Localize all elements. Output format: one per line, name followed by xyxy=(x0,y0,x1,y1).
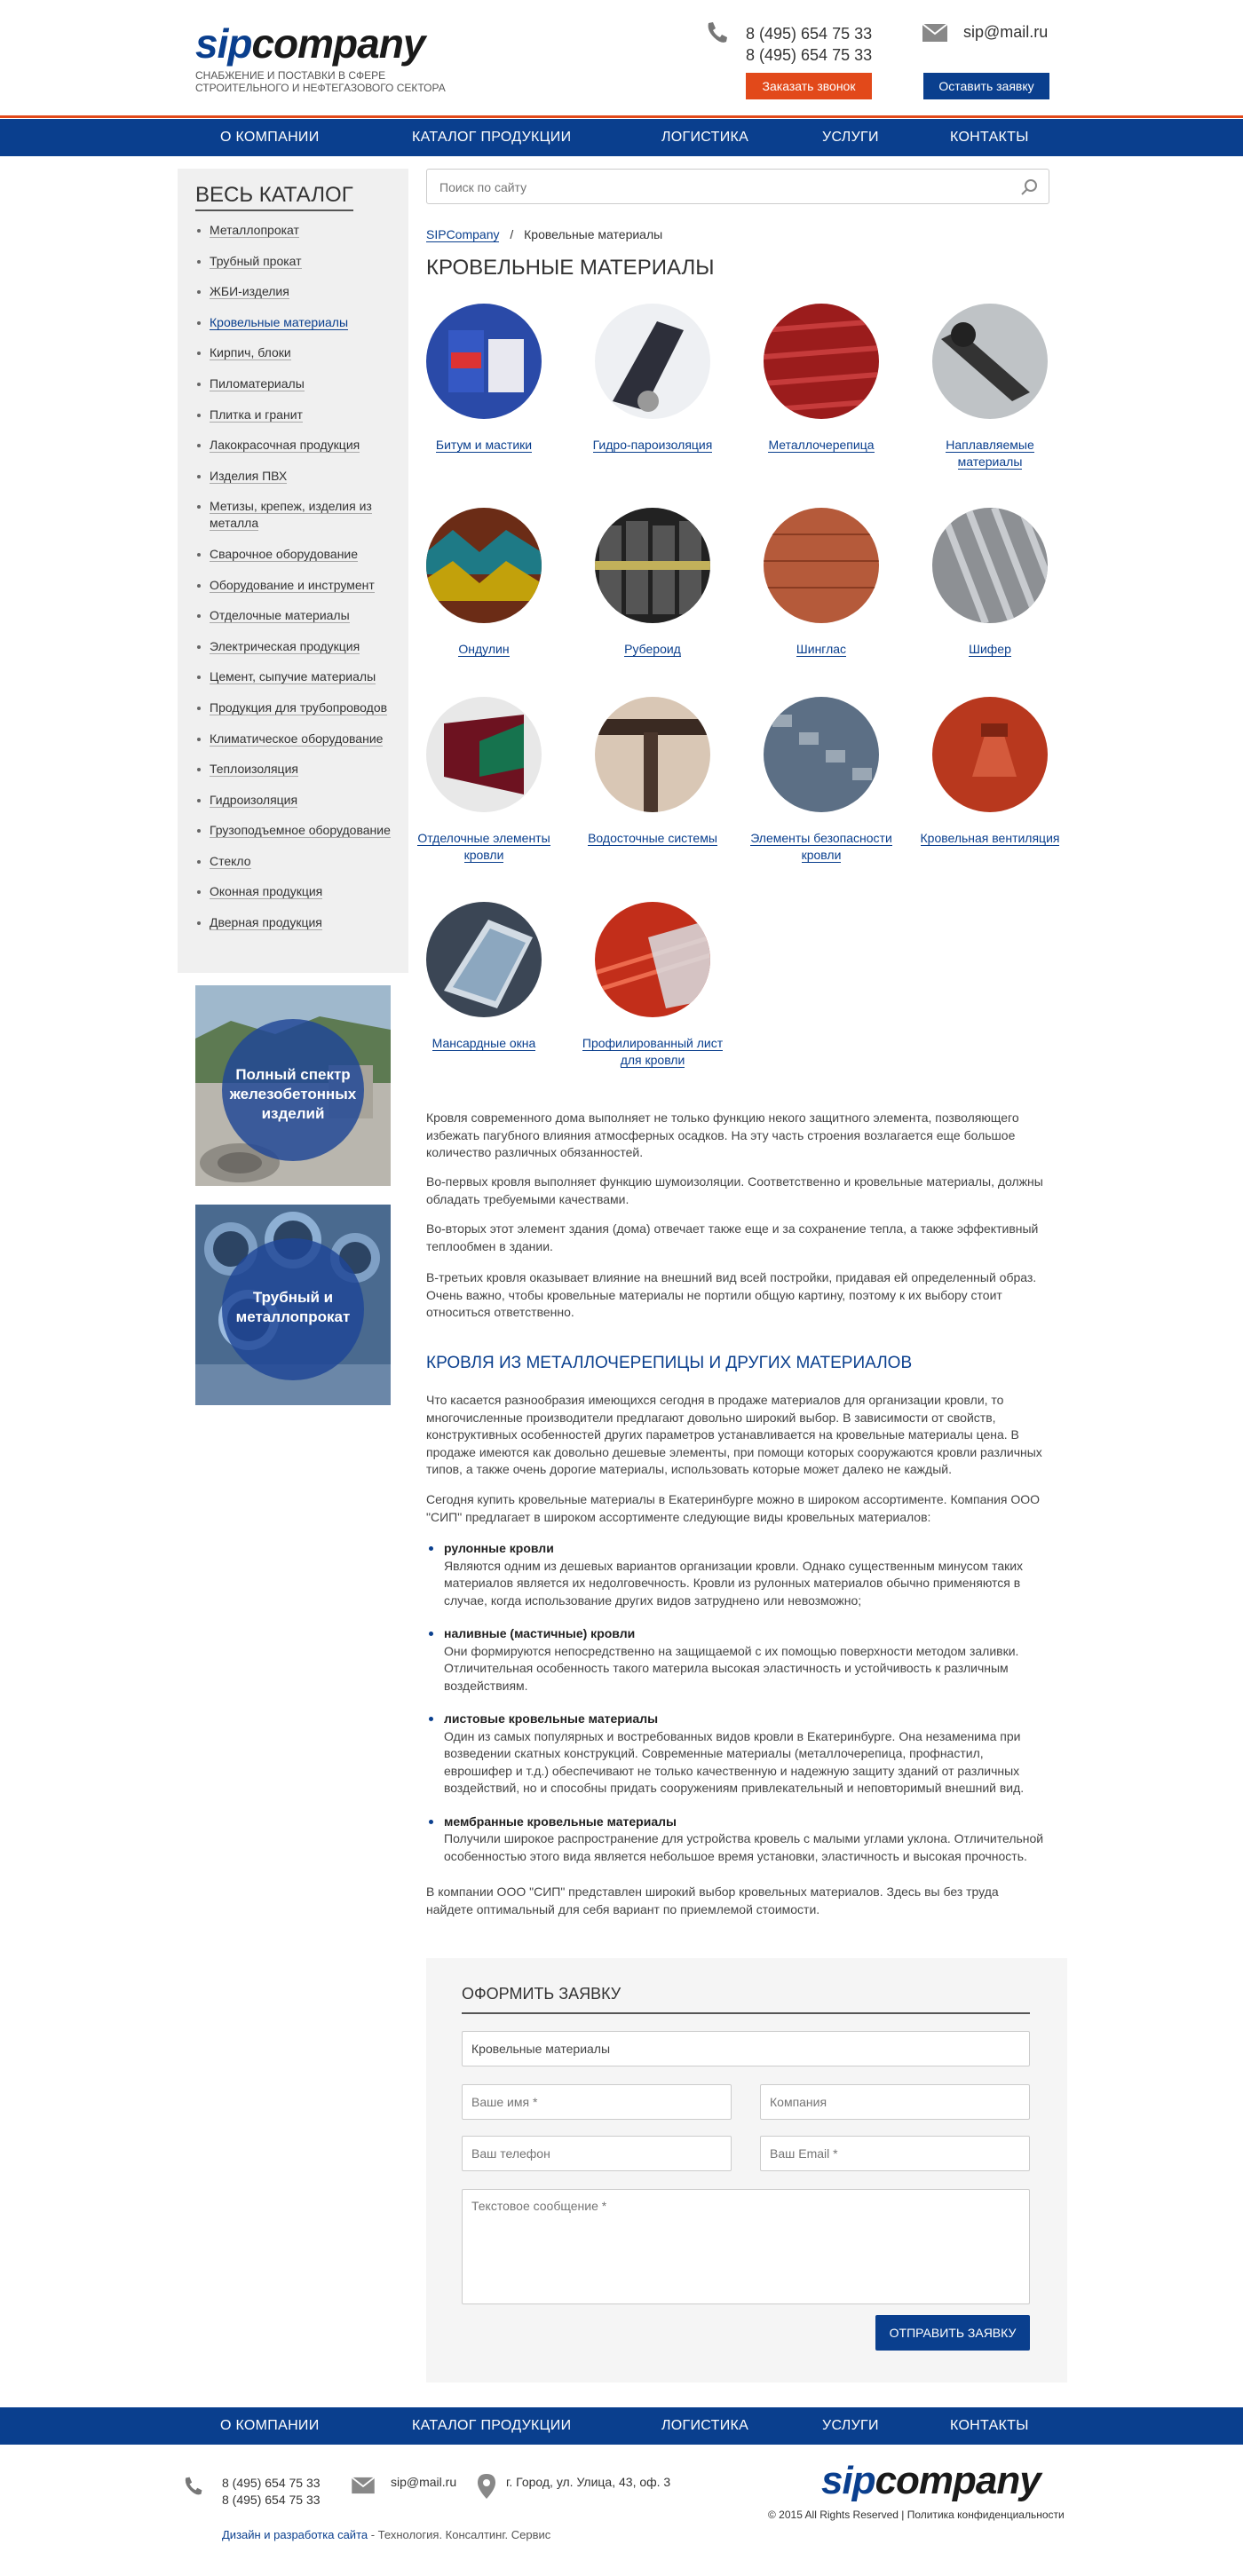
section-paragraph-2: Сегодня купить кровельные материалы в Екатеринбурге можно в широком ассортименте. Компания ООО "СИП" предлагает в широком ассортименте следующие виды кровельных материалов: xyxy=(426,1492,1041,1524)
category-label[interactable] xyxy=(746,641,897,658)
list-item xyxy=(426,1540,1052,1609)
footer-copyright[interactable]: © 2015 All Rights Reserved | Политика конфиденциальности xyxy=(768,2509,1065,2521)
category-card[interactable] xyxy=(577,902,728,1069)
category-label[interactable] xyxy=(577,437,728,454)
logo-company: company xyxy=(251,20,425,67)
sidebar-item-label: Изделия ПВХ xyxy=(210,468,288,483)
category-label-text: Профилированный лист для кровли xyxy=(582,1036,724,1067)
category-card[interactable] xyxy=(914,697,1065,847)
sidebar-item[interactable] xyxy=(195,638,400,655)
header-phones xyxy=(746,23,872,66)
sidebar-item[interactable] xyxy=(195,546,400,563)
category-image[interactable] xyxy=(595,902,710,1017)
category-image[interactable] xyxy=(426,508,542,623)
category-label[interactable] xyxy=(914,830,1065,847)
category-label[interactable] xyxy=(408,437,559,454)
category-image[interactable] xyxy=(932,508,1048,623)
sidebar-item[interactable] xyxy=(195,822,400,839)
nav-catalog[interactable]: КАТАЛОГ ПРОДУКЦИИ xyxy=(412,130,572,145)
footer-nav-services[interactable]: УСЛУГИ xyxy=(822,2418,879,2433)
sidebar-list xyxy=(195,222,400,945)
category-image[interactable] xyxy=(932,697,1048,812)
breadcrumb xyxy=(426,227,662,241)
sidebar-item[interactable] xyxy=(195,607,400,624)
breadcrumb-separator: / xyxy=(510,227,514,241)
category-image[interactable] xyxy=(764,697,879,812)
header-phone-1[interactable]: 8 (495) 654 75 33 xyxy=(746,25,873,43)
sidebar-item[interactable] xyxy=(195,761,400,778)
sidebar-item[interactable] xyxy=(195,577,400,594)
footer-logo-company: company xyxy=(875,2459,1041,2502)
list-item-title: листовые кровельные материалы xyxy=(444,1711,659,1726)
header-accent-line xyxy=(0,115,1243,118)
category-image[interactable] xyxy=(932,304,1048,419)
footer-developer xyxy=(222,2528,550,2541)
category-card[interactable] xyxy=(408,697,559,864)
category-card[interactable] xyxy=(577,508,728,658)
sidebar-item-label: Трубный прокат xyxy=(210,253,302,268)
category-card[interactable] xyxy=(746,304,897,454)
sidebar-item[interactable] xyxy=(195,407,400,423)
category-card[interactable] xyxy=(408,304,559,454)
sidebar-title: ВЕСЬ КАТАЛОГ xyxy=(195,183,353,211)
logo-sip: sip xyxy=(195,20,252,67)
nav-logistics[interactable]: ЛОГИСТИКА xyxy=(661,130,749,145)
tagline: СНАБЖЕНИЕ И ПОСТАВКИ В СФЕРЕ СТРОИТЕЛЬНОГО И НЕФТЕГАЗОВОГО СЕКТОРА xyxy=(195,69,446,94)
phone-field[interactable] xyxy=(462,2136,732,2171)
list-item xyxy=(426,1711,1052,1798)
sidebar-item-label: Пиломатериалы xyxy=(210,375,305,391)
leave-request-button[interactable]: Оставить заявку xyxy=(923,73,1049,99)
developer-text: - Технология. Консалтинг. Сервис xyxy=(368,2528,551,2541)
sidebar-item[interactable] xyxy=(195,437,400,454)
company-field[interactable] xyxy=(760,2084,1030,2120)
sidebar-item-label: Кирпич, блоки xyxy=(210,345,291,360)
breadcrumb-current: Кровельные материалы xyxy=(524,227,663,241)
sidebar-item-label: Метизы, крепеж, изделия из металла xyxy=(210,499,372,531)
list-item-title: рулонные кровли xyxy=(444,1541,554,1555)
sidebar-item-label: Оборудование и инструмент xyxy=(210,577,375,592)
footer-logo[interactable] xyxy=(821,2459,1041,2503)
footer-nav-contacts[interactable]: КОНТАКТЫ xyxy=(950,2418,1029,2433)
category-label-text: Гидро-пароизоляция xyxy=(592,438,713,452)
sidebar-item[interactable] xyxy=(195,375,400,392)
sidebar-item[interactable] xyxy=(195,883,400,900)
category-label[interactable] xyxy=(577,641,728,658)
search-box xyxy=(426,169,1049,204)
sidebar-item-label: Сварочное оборудование xyxy=(210,546,359,561)
category-card[interactable] xyxy=(577,697,728,847)
category-label[interactable] xyxy=(746,437,897,454)
sidebar-item[interactable] xyxy=(195,468,400,485)
sidebar-item-label: ЖБИ-изделия xyxy=(210,284,289,299)
category-image[interactable] xyxy=(595,304,710,419)
category-card[interactable] xyxy=(746,508,897,658)
list-item xyxy=(426,1625,1052,1695)
sidebar-item[interactable] xyxy=(195,853,400,870)
sidebar-item-label: Отделочные материалы xyxy=(210,608,350,623)
sidebar-item-label: Лакокрасочная продукция xyxy=(210,438,360,453)
footer-email[interactable]: sip@mail.ru xyxy=(391,2475,457,2489)
sidebar-item-label: Дверная продукция xyxy=(210,915,322,930)
footer-nav-catalog[interactable]: КАТАЛОГ ПРОДУКЦИИ xyxy=(412,2418,572,2433)
banner-concrete-text: Полный спектр железобетонных изделий xyxy=(229,1066,357,1122)
category-label[interactable] xyxy=(914,437,1065,470)
category-label[interactable] xyxy=(914,641,1065,658)
category-image[interactable] xyxy=(764,508,879,623)
category-label-text: Водосточные системы xyxy=(588,831,717,845)
footer-phone-icon xyxy=(181,2475,204,2498)
header-phone-2[interactable]: 8 (495) 654 75 33 xyxy=(746,46,873,64)
mail-icon xyxy=(922,23,948,43)
developer-link[interactable]: Дизайн и разработка сайта xyxy=(222,2528,368,2541)
page-title: КРОВЕЛЬНЫЕ МАТЕРИАЛЫ xyxy=(426,256,715,280)
category-label-text: Элементы безопасности кровли xyxy=(750,831,892,862)
sidebar-item[interactable] xyxy=(195,914,400,931)
sidebar-item-label: Плитка и гранит xyxy=(210,407,303,422)
email-field[interactable] xyxy=(760,2136,1030,2171)
sidebar-item[interactable] xyxy=(195,731,400,747)
category-image[interactable] xyxy=(426,697,542,812)
category-label[interactable] xyxy=(408,1035,559,1052)
category-image[interactable] xyxy=(426,304,542,419)
category-label[interactable] xyxy=(408,641,559,658)
sidebar-item-label: Климатическое оборудование xyxy=(210,731,384,746)
subject-field[interactable] xyxy=(462,2031,1030,2066)
category-image[interactable] xyxy=(595,508,710,623)
category-label[interactable] xyxy=(746,830,897,864)
category-label-text: Ондулин xyxy=(458,642,510,656)
footer-address: г. Город, ул. Улица, 43, оф. 3 xyxy=(506,2475,671,2489)
intro-paragraph-4: В-третьих кровля оказывает влияние на внешний вид всей постройки, придавая ей определенный образ. Очень важно, чтобы кровельные материалы не портили общую картину, поэтому к их выбору стоит относиться ответственно. xyxy=(426,1270,1037,1319)
sidebar-item-label: Грузоподъемное оборудование xyxy=(210,823,391,838)
section-paragraph-1: Что касается разнообразия имеющихся сегодня в продаже материалов для организации кровли, то многочисленные производители предлагают довольно широкий выбор. В зависимости от свойств, конструктивных особенностей других параметров устанавливается на кровельные материалы цена. В продаже имеются как довольно дешевые элементы, при помощи которых сооружаются кровли различных типов, а также очень дорогие материалы, использовать которые может далеко не каждый. xyxy=(426,1393,1042,1476)
top-nav xyxy=(0,119,1243,156)
list-item-text: Являются одним из дешевых вариантов организации кровли. Однако существенным минусом таких материалов является их недолговечность. Кровли из рулонных материалов обычно применяются в случае, когда использование других видов затруднено или невозможно; xyxy=(444,1558,1024,1608)
list-item-text: Получили широкое распространение для устройства кровель с малыми углами уклона. Отличительной особенностью этого вида является небольшое время установки, эластичность и высокая прочность. xyxy=(444,1831,1044,1863)
sidebar-item-label: Электрическая продукция xyxy=(210,638,360,653)
sidebar-item-label: Гидроизоляция xyxy=(210,792,298,807)
header xyxy=(0,0,1243,114)
category-card[interactable] xyxy=(408,902,559,1052)
sidebar-item-label: Кровельные материалы xyxy=(210,314,349,329)
category-label-text: Шинглас xyxy=(796,642,847,656)
banner-concrete[interactable] xyxy=(195,985,391,1186)
category-card[interactable] xyxy=(577,304,728,454)
phone-icon xyxy=(703,20,730,46)
form-title: ОФОРМИТЬ ЗАЯВКУ xyxy=(462,1985,1030,2014)
closing-paragraph: В компании ООО "СИП" представлен широкий выбор кровельных материалов. Здесь вы без труда найдете оптимальный для себя вариант по приемлемой стоимости. xyxy=(426,1885,999,1916)
sidebar-item[interactable] xyxy=(195,792,400,809)
intro-paragraph-1: Кровля современного дома выполняет не только функцию некого защитного элемента, позволяющего избежать пагубного влияния атмосферных осадков. На эту часть строения возлагается еще большое количество различных обязанностей. xyxy=(426,1110,1019,1159)
sidebar-item[interactable] xyxy=(195,498,400,532)
footer-nav xyxy=(0,2407,1243,2445)
name-field[interactable] xyxy=(462,2084,732,2120)
category-image[interactable] xyxy=(764,304,879,419)
category-label-text: Металлочерепица xyxy=(768,438,875,452)
list-item-text: Один из самых популярных и востребованных видов кровли в Екатеринбурге. Она незаменима при возведении скатных конструкций. Современные материалы (металлочерепица, профнастил, еврошифер и т.д.) обеспечивают не только качественную и надежную защиту зданий от различных воздействий, но и способны придать сооружениям привлекательный и неповторимый внешний вид. xyxy=(444,1728,1025,1795)
category-image[interactable] xyxy=(595,697,710,812)
category-label-text: Наплавляемые материалы xyxy=(946,438,1034,469)
sidebar-item[interactable] xyxy=(195,314,400,331)
submit-request-button[interactable]: ОТПРАВИТЬ ЗАЯВКУ xyxy=(875,2315,1030,2351)
category-card[interactable] xyxy=(914,508,1065,658)
footer-phone-1[interactable]: 8 (495) 654 75 33 xyxy=(222,2476,321,2490)
footer-mail-icon xyxy=(351,2477,376,2494)
category-label-text: Рубероид xyxy=(624,642,681,656)
category-image[interactable] xyxy=(426,902,542,1017)
breadcrumb-home[interactable]: SIPCompany xyxy=(426,227,500,241)
category-card[interactable] xyxy=(914,304,1065,470)
footer-phone-2[interactable]: 8 (495) 654 75 33 xyxy=(222,2493,321,2507)
catalog-sidebar xyxy=(178,169,408,973)
nav-about[interactable]: О КОМПАНИИ xyxy=(220,130,320,145)
sidebar-item-label: Цемент, сыпучие материалы xyxy=(210,669,376,684)
search-icon[interactable] xyxy=(1018,177,1040,198)
nav-contacts[interactable]: КОНТАКТЫ xyxy=(950,130,1029,145)
category-label[interactable] xyxy=(408,830,559,864)
intro-paragraph-2: Во-первых кровля выполняет функцию шумоизоляции. Соответственно и кровельные материалы, должны обладать требуемыми качествами. xyxy=(426,1174,1043,1206)
sidebar-item[interactable] xyxy=(195,222,400,239)
header-email[interactable]: sip@mail.ru xyxy=(963,23,1049,41)
message-field[interactable] xyxy=(462,2189,1030,2304)
nav-services[interactable]: УСЛУГИ xyxy=(822,130,879,145)
request-form xyxy=(426,1958,1067,2382)
order-call-button[interactable]: Заказать звонок xyxy=(746,73,872,99)
list-item xyxy=(426,1813,1052,1866)
sidebar-item[interactable] xyxy=(195,344,400,361)
list-item-title: мембранные кровельные материалы xyxy=(444,1813,677,1829)
list-item-title: наливные (мастичные) кровли xyxy=(444,1626,636,1640)
footer-nav-logistics[interactable]: ЛОГИСТИКА xyxy=(661,2418,749,2433)
sidebar-item[interactable] xyxy=(195,668,400,685)
category-label-text: Битум и мастики xyxy=(435,438,533,452)
intro-paragraph-3: Во-вторых этот элемент здания (дома) отвечает также еще и за сохранение тепла, а также эффективный теплообмен в здании. xyxy=(426,1221,1039,1253)
list-item-text: Они формируются непосредственно на защищаемой с их помощью поверхности методом заливки. Отличительная особенность такого материла высокая эластичность и устойчивость к различным воздействиям. xyxy=(444,1643,1019,1693)
roof-types-list xyxy=(426,1540,1052,1881)
banner-pipes-text: Трубный и металлопрокат xyxy=(235,1289,351,1325)
footer-logo-sip: sip xyxy=(821,2459,875,2502)
category-card[interactable] xyxy=(746,697,897,864)
section-title: КРОВЛЯ ИЗ МЕТАЛЛОЧЕРЕПИЦЫ И ДРУГИХ МАТЕРИАЛОВ xyxy=(426,1354,913,1372)
sidebar-item-label: Стекло xyxy=(210,853,251,868)
sidebar-item-label: Металлопрокат xyxy=(210,223,299,237)
sidebar-item-label: Теплоизоляция xyxy=(210,762,298,777)
category-label-text: Кровельная вентиляция xyxy=(920,831,1060,845)
sidebar-item[interactable] xyxy=(195,283,400,300)
footer-phones xyxy=(222,2475,321,2509)
search-input[interactable] xyxy=(439,177,990,198)
category-label-text: Отделочные элементы кровли xyxy=(417,831,550,862)
banner-pipes[interactable] xyxy=(195,1205,391,1405)
category-label-text: Мансардные окна xyxy=(431,1036,536,1050)
category-label-text: Шифер xyxy=(969,642,1011,656)
sidebar-item[interactable] xyxy=(195,253,400,270)
sidebar-item[interactable] xyxy=(195,699,400,716)
location-pin-icon xyxy=(477,2473,496,2500)
logo[interactable] xyxy=(195,20,424,67)
category-label[interactable] xyxy=(577,830,728,847)
sidebar-item-label: Оконная продукция xyxy=(210,884,323,899)
sidebar-item-label: Продукция для трубопроводов xyxy=(210,699,388,715)
category-card[interactable] xyxy=(408,508,559,658)
footer-nav-about[interactable]: О КОМПАНИИ xyxy=(220,2418,320,2433)
category-label[interactable] xyxy=(577,1035,728,1069)
